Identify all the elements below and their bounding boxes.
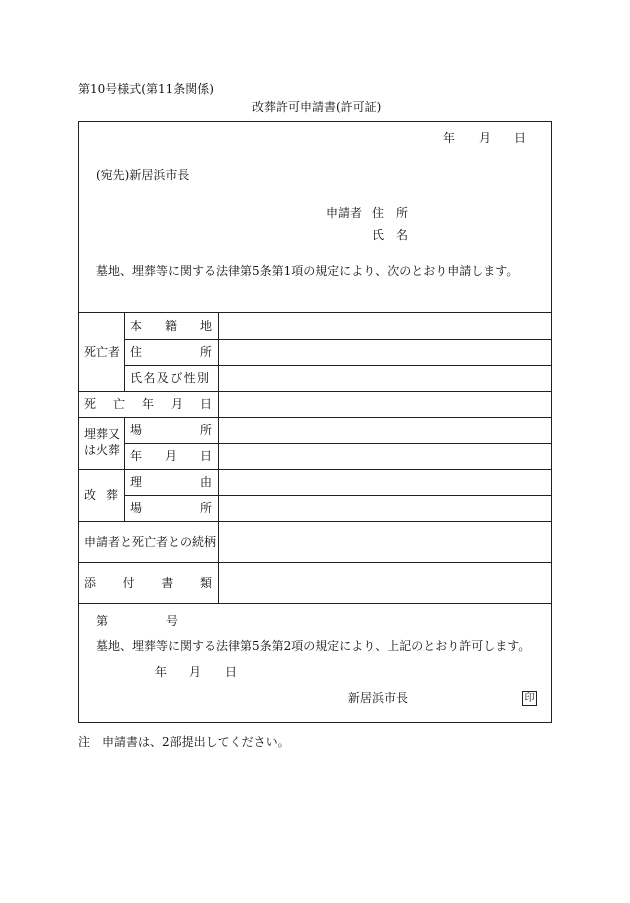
reburial-place-label: 場 所 xyxy=(130,501,212,515)
footnote: 注 申請書は、2部提出してください。 xyxy=(78,735,290,749)
applicant-name-label: 氏 名 xyxy=(372,228,409,242)
applicant-address-label: 住 所 xyxy=(372,206,409,220)
row-divider xyxy=(124,365,552,366)
applicant-label: 申請者 xyxy=(326,206,363,220)
burial-group-label-2: は火葬 xyxy=(84,443,121,457)
addressee: (宛先)新居浜市長 xyxy=(96,168,190,182)
permit-day: 日 xyxy=(225,665,238,679)
permit-month: 月 xyxy=(189,665,202,679)
row-divider xyxy=(78,391,552,392)
permit-number-suffix: 号 xyxy=(166,614,179,628)
attachments-label: 添 付 書 類 xyxy=(84,576,212,590)
col-divider xyxy=(124,417,125,521)
col-divider xyxy=(218,312,219,603)
honseki-label: 本 籍 地 xyxy=(130,319,212,333)
relationship-label: 申請者と死亡者との続柄 xyxy=(84,535,217,549)
form-frame xyxy=(78,121,552,723)
mayor-signature: 新居浜市長 xyxy=(348,691,409,705)
deceased-group-label: 死亡者 xyxy=(84,345,121,359)
form-title: 改葬許可申請書(許可証) xyxy=(252,100,382,114)
form-number: 第10号様式(第11条関係) xyxy=(78,82,214,96)
row-divider xyxy=(78,562,552,563)
row-divider xyxy=(78,521,552,522)
row-divider xyxy=(124,443,552,444)
row-divider xyxy=(124,339,552,340)
row-divider xyxy=(124,495,552,496)
header-year: 年 xyxy=(443,131,456,145)
application-statement: 墓地、埋葬等に関する法律第5条第1項の規定により、次のとおり申請します。 xyxy=(96,264,519,278)
row-divider xyxy=(78,603,552,604)
reburial-group-label: 改 葬 xyxy=(84,488,118,502)
burial-date-label: 年 月 日 xyxy=(130,449,212,463)
header-day: 日 xyxy=(514,131,527,145)
row-divider xyxy=(78,312,552,313)
row-divider xyxy=(78,469,552,470)
address-label: 住 所 xyxy=(130,345,212,359)
header-month: 月 xyxy=(479,131,492,145)
permit-year: 年 xyxy=(155,665,168,679)
death-date-label: 死 亡 年 月 日 xyxy=(84,397,212,411)
permit-statement: 墓地、埋葬等に関する法律第5条第2項の規定により、上記のとおり許可します。 xyxy=(96,639,531,653)
seal-stamp: 印 xyxy=(522,691,537,706)
permit-number-prefix: 第 xyxy=(96,614,109,628)
burial-group-label-1: 埋葬又 xyxy=(84,427,121,441)
reason-label: 理 由 xyxy=(130,475,212,489)
col-divider xyxy=(124,312,125,391)
name-gender-label: 氏名及び性別 xyxy=(130,371,211,385)
burial-place-label: 場 所 xyxy=(130,423,212,437)
row-divider xyxy=(78,417,552,418)
